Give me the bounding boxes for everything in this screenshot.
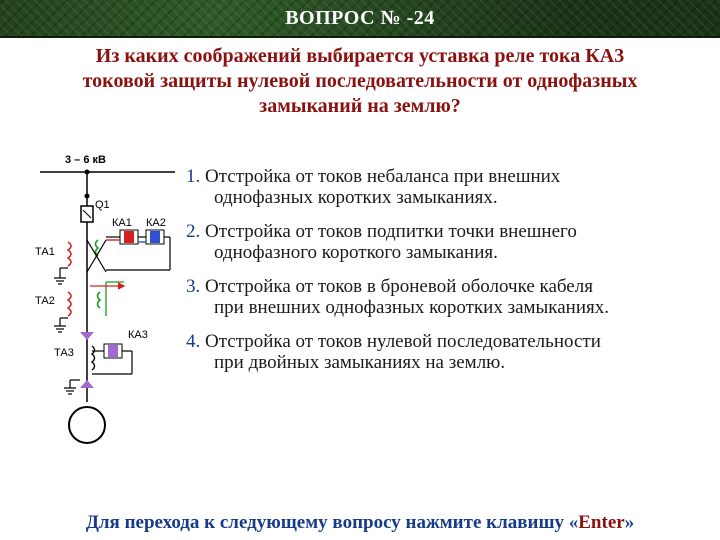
bus-node (85, 170, 90, 175)
answer-option-3[interactable] (186, 276, 716, 318)
answer-list (186, 166, 716, 386)
answer-text: Отстройка от токов небаланса при внешних (205, 166, 561, 187)
voltage-label: 3 – 6 кВ (65, 154, 106, 166)
ct-ta3-label: ТА3 (54, 347, 74, 359)
ct-ta2-label: ТА2 (35, 295, 55, 307)
answer-option-2[interactable] (186, 221, 716, 263)
breaker-label: Q1 (95, 199, 110, 211)
answer-option-4[interactable] (186, 331, 716, 373)
relay-ka3-label: КА3 (128, 329, 148, 341)
ct-ta2-primary (68, 292, 71, 316)
question-line-1: Из каких соображений выбирается уставка реле тока КА3 (95, 45, 625, 67)
ct-ta3-top (80, 332, 94, 340)
node (85, 194, 90, 199)
answer-text-cont: при внешних однофазных коротких замыканиях. (214, 297, 609, 318)
header-bar (0, 0, 720, 38)
answer-option-1[interactable] (186, 166, 716, 208)
answer-number: 1. (186, 166, 201, 187)
relay-ka1-label: КА1 (112, 217, 132, 229)
ct-ta3-bottom (80, 380, 94, 388)
footer-prefix: Для перехода к следующему вопросу нажмите клавишу « (85, 512, 579, 533)
ct-ta2-secondary (98, 292, 101, 308)
ct-ta3-coil (92, 346, 95, 370)
answer-text-cont: однофазных коротких замыканиях. (214, 187, 498, 208)
question-line-3: замыканий на землю? (259, 95, 461, 117)
enter-key-hint[interactable]: Enter (578, 512, 625, 533)
answer-number: 3. (186, 276, 201, 297)
answer-text: Отстройка от токов в броневой оболочке кабеля (205, 276, 593, 297)
answer-number: 2. (186, 221, 201, 242)
answer-text-cont: при двойных замыканиях на землю. (214, 352, 506, 373)
relay-ka2-label: КА2 (146, 217, 166, 229)
answer-text-cont: однофазного короткого замыкания. (214, 242, 498, 263)
ct-ta1-label: ТА1 (35, 246, 55, 258)
question-text (10, 44, 710, 119)
answer-text: Отстройка от токов подпитки точки внешнего (205, 221, 577, 242)
answer-number: 4. (186, 331, 201, 352)
answer-text: Отстройка от токов нулевой последовательности (205, 331, 601, 352)
ct-ta1-primary (68, 242, 71, 266)
load-motor (69, 407, 105, 443)
question-line-2: токовой защиты нулевой последовательности от однофазных (82, 70, 638, 92)
footer-instruction (0, 512, 720, 534)
question-number-title: ВОПРОС № -24 (285, 7, 435, 29)
footer-suffix: » (624, 512, 635, 533)
circuit-diagram (35, 150, 190, 450)
